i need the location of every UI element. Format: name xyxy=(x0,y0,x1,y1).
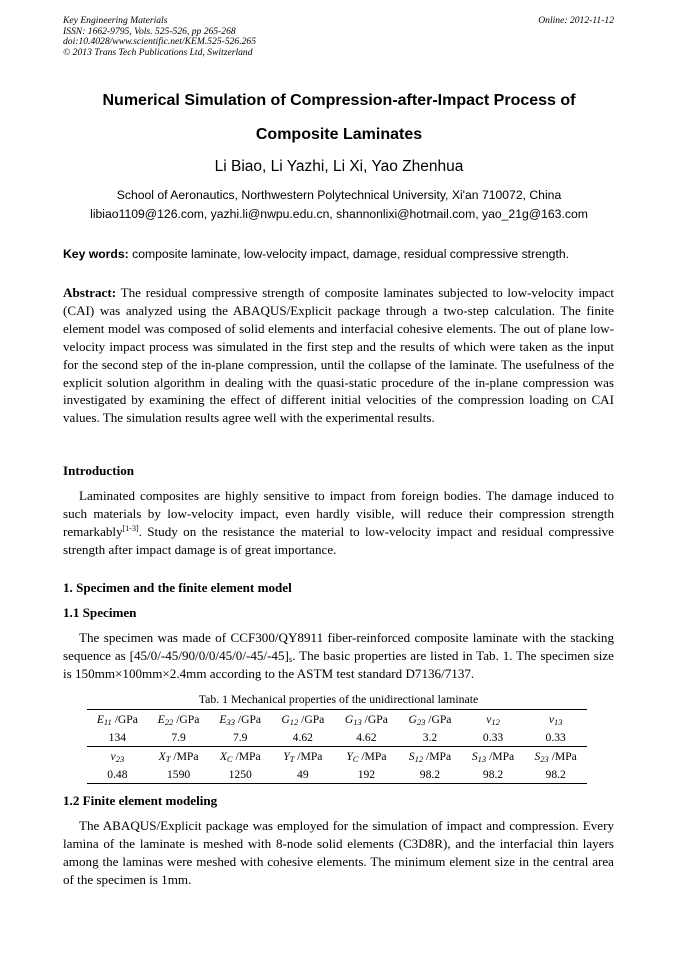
stacking-subscript: s xyxy=(288,653,293,664)
specimen-paragraph xyxy=(63,629,614,683)
table-value-cell: 7.9 xyxy=(232,730,248,744)
table-value-row-2 xyxy=(87,765,587,784)
symbol-subscript: T xyxy=(289,753,295,764)
table-value-cell: 0.33 xyxy=(545,730,566,744)
abstract xyxy=(63,284,614,427)
introduction-paragraph xyxy=(63,487,614,559)
section1-heading: 1. Specimen and the finite element model xyxy=(63,580,292,595)
symbol-subscript: 13 xyxy=(554,716,563,727)
table-value-cell: 98.2 xyxy=(524,765,587,784)
symbol: S xyxy=(471,749,478,763)
symbol-subscript: C xyxy=(352,753,359,764)
symbol: Y xyxy=(283,749,290,763)
symbol: Y xyxy=(346,749,353,763)
intro-citation: [1-3] xyxy=(122,523,139,533)
copyright-line: © 2013 Trans Tech Publications Ltd, Switzerland xyxy=(63,46,253,58)
table-header-cell xyxy=(271,710,335,729)
symbol-subscript: 33 xyxy=(226,716,235,727)
doi-line: doi:10.4028/www.scientific.net/KEM.525-526.265 xyxy=(63,36,257,48)
unit: /MPa xyxy=(548,749,577,763)
table-header-cell xyxy=(524,747,587,766)
symbol: ν xyxy=(548,712,554,726)
table-header-cell xyxy=(148,710,210,729)
issn-line: ISSN: 1662-9795, Vols. 525-526, pp 265-268 xyxy=(63,25,236,37)
fe-modeling-paragraph: The ABAQUS/Explicit package was employed for the simulation of impact and compression. Every lamina of the laminate is meshed with 8-node solid elements (C3D8R), and the interfacial thin layers among the laminas were meshed with cohesive elements. The minimum element size in the central area of the specimen is 1mm. xyxy=(63,818,614,887)
table-caption: Tab. 1 Mechanical properties of the unidirectional laminate xyxy=(198,692,479,706)
affiliation: School of Aeronautics, Northwestern Polytechnical University, Xi'an 710072, China xyxy=(116,188,562,202)
table-header-cell xyxy=(148,747,210,766)
unit: /GPa xyxy=(111,712,138,726)
section1-2-heading: 1.2 Finite element modeling xyxy=(63,793,218,808)
intro-text-a: Laminated composites are highly sensitive to impact from foreign bodies. The damage induced to such materials by low-velocity impact, even hardly visible, will reduce their compression strength remarkably xyxy=(63,488,614,539)
symbol-subscript: 12 xyxy=(491,716,500,727)
table-header-cell xyxy=(87,747,148,766)
table-header-cell xyxy=(398,747,462,766)
symbol-subscript: 11 xyxy=(103,716,112,727)
keywords-label: Key words: xyxy=(63,247,129,261)
table-value-cell: 49 xyxy=(271,765,335,784)
unit: /MPa xyxy=(423,749,452,763)
table-value-cell: 4.62 xyxy=(356,730,377,744)
table-header-row-1 xyxy=(87,710,587,729)
table-value-cell: 0.48 xyxy=(87,765,148,784)
abstract-label: Abstract: xyxy=(63,285,117,300)
table-value-cell: 134 xyxy=(108,730,127,744)
symbol-subscript: 23 xyxy=(115,753,125,764)
symbol-subscript: T xyxy=(165,753,171,764)
symbol: E xyxy=(96,712,104,726)
emails: libiao1109@126.com, yazhi.li@nwpu.edu.cn, shannonlixi@hotmail.com, yao_21g@163.com xyxy=(90,207,588,221)
unit: /MPa xyxy=(232,749,261,763)
symbol-subscript: 13 xyxy=(353,716,362,727)
unit: /GPa xyxy=(173,712,200,726)
table-header-cell xyxy=(462,747,525,766)
symbol: E xyxy=(157,712,165,726)
symbol: G xyxy=(344,712,354,726)
section1-1-heading: 1.1 Specimen xyxy=(63,605,137,620)
intro-text-b: . Study on the resistance the material to low-velocity impact and residual compressive strength after impact damage is of great importance. xyxy=(63,523,614,557)
unit: /MPa xyxy=(170,749,199,763)
specimen-text-a: The specimen was made of CCF300/QY8911 fiber-reinforced composite laminate with the stacking sequence as [45/0/-45/90/0/0/45/0/-45/-45] xyxy=(63,630,614,663)
table-value-cell: 98.2 xyxy=(462,765,525,784)
symbol: X xyxy=(158,749,166,763)
unit: /GPa xyxy=(298,712,325,726)
symbol: E xyxy=(219,712,227,726)
abstract-text: The residual compressive strength of composite laminates subjected to low-velocity impact (CAI) was analyzed using the ABAQUS/Explicit package through a two-step calculation. The finite element model was composed of solid elements and interfacial cohesive elements. The out of plane low-velocity impact process was simulated in the first step and the results of which were taken as the input for the second step of the in-plane compression, until the collapse of the laminate. The usefulness of the explicit solution algorithm in dealing with the quasi-static procedure of the in-plane compression was investigated by examining the effect of different initial velocities of the compression loading on CAI values. The simulation results agree well with the experimental results. xyxy=(63,285,614,426)
keywords xyxy=(63,247,623,261)
symbol: ν xyxy=(110,749,116,763)
table-value-cell: 192 xyxy=(335,765,399,784)
symbol-subscript: 12 xyxy=(289,716,299,727)
unit: /GPa xyxy=(234,712,262,726)
properties-table xyxy=(87,709,587,784)
symbol-subscript: C xyxy=(226,753,233,764)
unit: /GPa xyxy=(361,712,388,726)
table-header-cell xyxy=(87,710,148,729)
table-header-cell xyxy=(335,710,399,729)
table-value-cell: 7.9 xyxy=(171,730,186,744)
keywords-text: composite laminate, low-velocity impact, damage, residual compressive strength. xyxy=(132,247,569,261)
table-header-cell xyxy=(209,747,271,766)
symbol: S xyxy=(408,749,415,763)
unit: /MPa xyxy=(486,749,515,763)
table-header-cell xyxy=(398,710,462,729)
unit: /MPa xyxy=(294,749,323,763)
table-header-row-2 xyxy=(87,747,587,766)
symbol: S xyxy=(534,749,541,763)
table-header-cell xyxy=(524,710,587,729)
table-value-cell: 1590 xyxy=(148,765,210,784)
authors: Li Biao, Li Yazhi, Li Xi, Yao Zhenhua xyxy=(214,158,464,175)
table-value-row-1 xyxy=(87,728,587,747)
online-date: Online: 2012-11-12 xyxy=(538,15,614,26)
table-value-cell: 3.2 xyxy=(422,730,438,744)
symbol: G xyxy=(281,712,290,726)
symbol-subscript: 13 xyxy=(477,753,487,764)
introduction-heading: Introduction xyxy=(63,463,135,478)
symbol: G xyxy=(408,712,417,726)
journal-name: Key Engineering Materials xyxy=(63,15,168,26)
table-value-cell: 4.62 xyxy=(292,730,313,744)
symbol: ν xyxy=(486,712,492,726)
symbol-subscript: 23 xyxy=(416,716,426,727)
journal-header xyxy=(63,16,256,58)
table-header-cell xyxy=(462,710,525,729)
unit: /GPa xyxy=(425,712,452,726)
table-value-cell: 0.33 xyxy=(482,730,504,744)
table-header-cell xyxy=(335,747,399,766)
specimen-text-b: . The basic properties are listed in Tab. 1. The specimen size is 150mm×100mm×2.4mm according to the ASTM test standard D7136/7137. xyxy=(63,647,614,681)
unit: /MPa xyxy=(358,749,387,763)
symbol-subscript: 12 xyxy=(414,753,424,764)
table-value-cell: 98.2 xyxy=(398,765,462,784)
symbol-subscript: 22 xyxy=(164,716,174,727)
symbol: X xyxy=(219,749,227,763)
paper-title-line2: Composite Laminates xyxy=(255,126,423,143)
paper-title-line1: Numerical Simulation of Compression-after-Impact Process of xyxy=(102,92,576,109)
symbol-subscript: 23 xyxy=(540,753,549,764)
table-header-cell xyxy=(271,747,335,766)
table-value-cell: 1250 xyxy=(209,765,271,784)
table-header-cell xyxy=(209,710,271,729)
